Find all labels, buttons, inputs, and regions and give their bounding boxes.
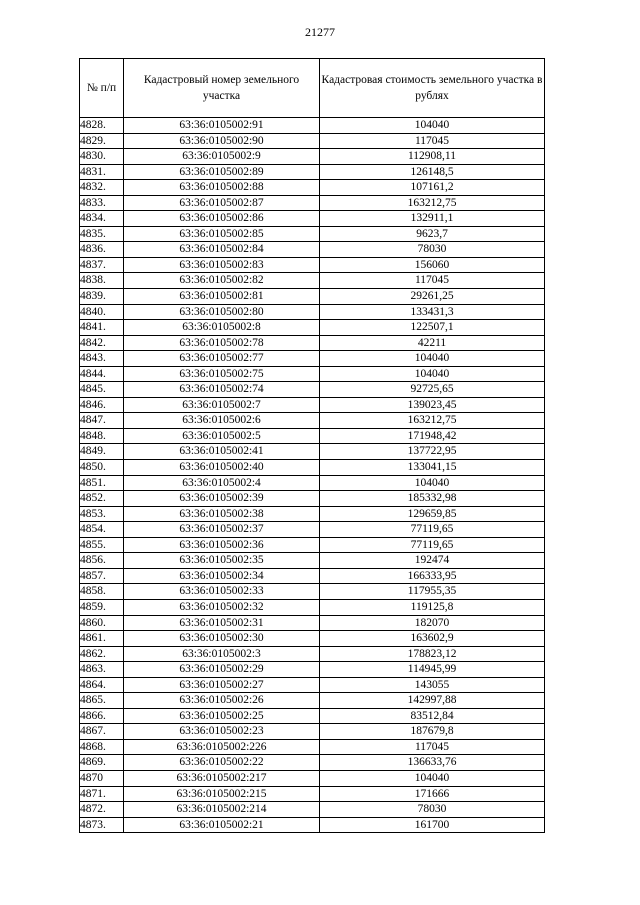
table-row [80,460,545,476]
cadastral-value: 161700 [320,817,545,833]
cadastral-value: 126148,5 [320,164,545,180]
cadastral-number: 63:36:0105002:87 [124,195,320,211]
cadastral-value: 78030 [320,242,545,258]
table-row [80,708,545,724]
table-row [80,428,545,444]
row-number: 4837. [80,257,124,273]
cadastral-value: 133041,15 [320,460,545,476]
cadastral-number: 63:36:0105002:22 [124,755,320,771]
cadastral-value: 107161,2 [320,180,545,196]
cadastral-number: 63:36:0105002:33 [124,584,320,600]
header-cadastral-number: Кадастровый номер земельного участка [124,59,320,118]
cadastral-value: 192474 [320,553,545,569]
table-row [80,506,545,522]
row-number: 4861. [80,631,124,647]
cadastral-number: 63:36:0105002:6 [124,413,320,429]
cadastral-number: 63:36:0105002:84 [124,242,320,258]
row-number: 4852. [80,491,124,507]
table-body [80,118,545,833]
cadastral-value: 139023,45 [320,397,545,413]
row-number: 4841. [80,320,124,336]
row-number: 4831. [80,164,124,180]
row-number: 4873. [80,817,124,833]
cadastral-number: 63:36:0105002:37 [124,522,320,538]
cadastral-value: 117955,35 [320,584,545,600]
table-row [80,149,545,165]
row-number: 4866. [80,708,124,724]
table-row [80,195,545,211]
table-row [80,133,545,149]
row-number: 4870 [80,770,124,786]
cadastral-number: 63:36:0105002:226 [124,739,320,755]
row-number: 4832. [80,180,124,196]
row-number: 4833. [80,195,124,211]
table-row [80,273,545,289]
cadastral-number: 63:36:0105002:26 [124,693,320,709]
cadastral-value: 42211 [320,335,545,351]
cadastral-number: 63:36:0105002:89 [124,164,320,180]
cadastral-value: 92725,65 [320,382,545,398]
table-row [80,211,545,227]
cadastral-value: 156060 [320,257,545,273]
row-number: 4850. [80,460,124,476]
cadastral-number: 63:36:0105002:21 [124,817,320,833]
cadastral-number: 63:36:0105002:31 [124,615,320,631]
row-number: 4830. [80,149,124,165]
cadastral-value: 171948,42 [320,428,545,444]
table-row [80,537,545,553]
row-number: 4862. [80,646,124,662]
table-row [80,646,545,662]
row-number: 4871. [80,786,124,802]
cadastral-value: 171666 [320,786,545,802]
cadastral-number: 63:36:0105002:214 [124,802,320,818]
table-row [80,444,545,460]
row-number: 4853. [80,506,124,522]
cadastral-value: 29261,25 [320,289,545,305]
cadastral-number: 63:36:0105002:34 [124,568,320,584]
cadastral-number: 63:36:0105002:7 [124,397,320,413]
cadastral-number: 63:36:0105002:77 [124,351,320,367]
cadastral-value: 78030 [320,802,545,818]
row-number: 4845. [80,382,124,398]
cadastral-value: 143055 [320,677,545,693]
row-number: 4846. [80,397,124,413]
cadastral-value: 117045 [320,739,545,755]
cadastral-number: 63:36:0105002:86 [124,211,320,227]
cadastral-number: 63:36:0105002:30 [124,631,320,647]
cadastral-value: 9623,7 [320,226,545,242]
cadastral-value: 142997,88 [320,693,545,709]
cadastral-value: 137722,95 [320,444,545,460]
table-row [80,755,545,771]
cadastral-number: 63:36:0105002:23 [124,724,320,740]
cadastral-value: 132911,1 [320,211,545,227]
table-row [80,289,545,305]
row-number: 4848. [80,428,124,444]
row-number: 4854. [80,522,124,538]
header-cadastral-value: Кадастровая стоимость земельного участка в рублях [320,59,545,118]
table-row [80,475,545,491]
cadastral-number: 63:36:0105002:88 [124,180,320,196]
table-row [80,770,545,786]
cadastral-value: 83512,84 [320,708,545,724]
table-row [80,739,545,755]
cadastral-number: 63:36:0105002:78 [124,335,320,351]
cadastral-value: 185332,98 [320,491,545,507]
table-row [80,164,545,180]
cadastral-number: 63:36:0105002:35 [124,553,320,569]
row-number: 4842. [80,335,124,351]
table-header-row [80,59,545,118]
cadastral-value: 77119,65 [320,522,545,538]
cadastral-number: 63:36:0105002:9 [124,149,320,165]
table-row [80,351,545,367]
table-row [80,180,545,196]
table-row [80,413,545,429]
cadastral-value: 129659,85 [320,506,545,522]
cadastral-value: 163212,75 [320,413,545,429]
cadastral-number: 63:36:0105002:85 [124,226,320,242]
row-number: 4828. [80,118,124,134]
cadastral-value: 163602,9 [320,631,545,647]
row-number: 4872. [80,802,124,818]
table-row [80,226,545,242]
cadastral-value: 117045 [320,273,545,289]
cadastral-value: 119125,8 [320,599,545,615]
row-number: 4844. [80,366,124,382]
cadastral-value: 104040 [320,351,545,367]
table-row [80,662,545,678]
row-number: 4835. [80,226,124,242]
page-number: 21277 [305,25,335,39]
cadastral-number: 63:36:0105002:36 [124,537,320,553]
table-row [80,382,545,398]
row-number: 4856. [80,553,124,569]
table-row [80,568,545,584]
cadastral-value: 133431,3 [320,304,545,320]
row-number: 4858. [80,584,124,600]
row-number: 4839. [80,289,124,305]
cadastral-number: 63:36:0105002:4 [124,475,320,491]
table-row [80,320,545,336]
cadastral-number: 63:36:0105002:40 [124,460,320,476]
row-number: 4865. [80,693,124,709]
row-number: 4855. [80,537,124,553]
cadastral-number: 63:36:0105002:41 [124,444,320,460]
cadastral-number: 63:36:0105002:29 [124,662,320,678]
row-number: 4869. [80,755,124,771]
cadastral-number: 63:36:0105002:75 [124,366,320,382]
cadastral-value: 104040 [320,475,545,491]
cadastral-number: 63:36:0105002:32 [124,599,320,615]
cadastral-value: 136633,76 [320,755,545,771]
cadastral-number: 63:36:0105002:5 [124,428,320,444]
cadastral-value: 122507,1 [320,320,545,336]
table-row [80,335,545,351]
cadastral-value: 104040 [320,770,545,786]
cadastral-number: 63:36:0105002:91 [124,118,320,134]
row-number: 4868. [80,739,124,755]
table-row [80,677,545,693]
table-header [80,59,545,118]
table-row [80,397,545,413]
cadastral-number: 63:36:0105002:82 [124,273,320,289]
table-row [80,118,545,134]
row-number: 4834. [80,211,124,227]
cadastral-value: 104040 [320,366,545,382]
cadastral-number: 63:36:0105002:217 [124,770,320,786]
cadastral-number: 63:36:0105002:3 [124,646,320,662]
table-row [80,615,545,631]
row-number: 4836. [80,242,124,258]
cadastral-value: 77119,65 [320,537,545,553]
table-row [80,553,545,569]
table-row [80,491,545,507]
row-number: 4863. [80,662,124,678]
table-row [80,584,545,600]
cadastral-number: 63:36:0105002:27 [124,677,320,693]
table-row [80,242,545,258]
table-row [80,786,545,802]
row-number: 4867. [80,724,124,740]
cadastral-number: 63:36:0105002:81 [124,289,320,305]
cadastral-number: 63:36:0105002:80 [124,304,320,320]
cadastral-number: 63:36:0105002:38 [124,506,320,522]
cadastral-value: 166333,95 [320,568,545,584]
cadastral-value: 182070 [320,615,545,631]
cadastral-number: 63:36:0105002:8 [124,320,320,336]
table-row [80,257,545,273]
row-number: 4859. [80,599,124,615]
cadastral-value-table [79,58,545,833]
cadastral-value: 187679,8 [320,724,545,740]
table-row [80,599,545,615]
header-number: № п/п [80,59,124,118]
row-number: 4857. [80,568,124,584]
row-number: 4849. [80,444,124,460]
cadastral-value: 104040 [320,118,545,134]
cadastral-number: 63:36:0105002:74 [124,382,320,398]
row-number: 4860. [80,615,124,631]
row-number: 4838. [80,273,124,289]
table-row [80,366,545,382]
cadastral-value: 117045 [320,133,545,149]
cadastral-number: 63:36:0105002:215 [124,786,320,802]
cadastral-number: 63:36:0105002:90 [124,133,320,149]
row-number: 4847. [80,413,124,429]
cadastral-value: 114945,99 [320,662,545,678]
cadastral-value: 112908,11 [320,149,545,165]
table-row [80,304,545,320]
table-row [80,631,545,647]
table-row [80,802,545,818]
row-number: 4864. [80,677,124,693]
cadastral-value: 163212,75 [320,195,545,211]
row-number: 4843. [80,351,124,367]
table-row [80,817,545,833]
row-number: 4829. [80,133,124,149]
table-row [80,724,545,740]
row-number: 4851. [80,475,124,491]
table-row [80,522,545,538]
cadastral-value: 178823,12 [320,646,545,662]
row-number: 4840. [80,304,124,320]
table-row [80,693,545,709]
cadastral-number: 63:36:0105002:25 [124,708,320,724]
cadastral-number: 63:36:0105002:83 [124,257,320,273]
cadastral-number: 63:36:0105002:39 [124,491,320,507]
